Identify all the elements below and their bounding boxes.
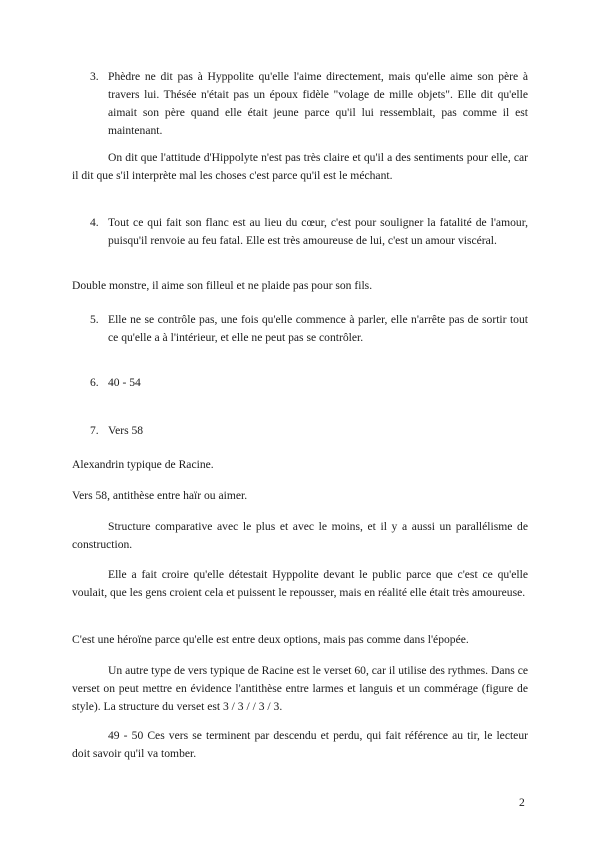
paragraph-vers-49-50: 49 - 50 Ces vers se terminent par descendu et perdu, qui fait référence au tir, le lecteur doit savoir qu'il va tomber. bbox=[72, 729, 528, 760]
paragraph-verset-60: Un autre type de vers typique de Racine est le verset 60, car il utilise des rythmes. Dans ce verset on peut mettre en évidence l'antithèse entre larmes et languis et un commérage (figure de style). La structure du verset est 3 / 3 / / 3 / 3. bbox=[72, 664, 528, 713]
list-number: 3. bbox=[90, 70, 99, 83]
page-number: 2 bbox=[519, 796, 525, 809]
list-number: 4. bbox=[90, 216, 99, 229]
list-text: Elle ne se contrôle pas, une fois qu'elle commence à parler, elle n'arrête pas de sortir tout ce qu'elle a à l'intérieur, et elle ne peut pas se contrôler. bbox=[108, 313, 528, 344]
list-text: Tout ce qui fait son flanc est au lieu du cœur, c'est pour souligner la fatalité de l'amour, puisqu'il renvoie au feu fatal. Elle est très amoureuse de lui, c'est un amour viscéral. bbox=[108, 216, 528, 247]
paragraph-vers-58: Vers 58, antithèse entre haïr ou aimer. bbox=[72, 489, 248, 502]
list-item-5 bbox=[90, 311, 528, 347]
paragraph-hippolyte-attitude: On dit que l'attitude d'Hippolyte n'est pas très claire et qu'il a des sentiments pour elle, car il dit que s'il interprète mal les choses c'est parce qu'il est le méchant. bbox=[72, 151, 528, 182]
list-item-4 bbox=[90, 214, 528, 250]
list-text: 40 - 54 bbox=[108, 376, 141, 389]
list-number: 6. bbox=[90, 376, 99, 389]
paragraph-faire-croire: Elle a fait croire qu'elle détestait Hyppolite devant le public parce que c'est ce qu'elle voulait, que les gens croient cela et puissent le repousser, mais en réalité elle était très amoureuse. bbox=[72, 568, 528, 599]
list-item-3 bbox=[90, 68, 528, 140]
list-text: Phèdre ne dit pas à Hyppolite qu'elle l'aime directement, mais qu'elle aime son père à travers lui. Thésée n'était pas un époux fidèle "volage de mille objets". Elle dit qu'elle aimait son père quand elle était jeune parce qu'il lui ressemblait, pas comme il est maintenant. bbox=[108, 70, 528, 137]
paragraph-double-monstre: Double monstre, il aime son filleul et ne plaide pas pour son fils. bbox=[72, 279, 373, 292]
list-text: Vers 58 bbox=[108, 424, 144, 437]
list-item-7 bbox=[90, 422, 528, 440]
paragraph-alexandrin: Alexandrin typique de Racine. bbox=[72, 458, 214, 471]
list-item-6 bbox=[90, 374, 528, 392]
paragraph-structure: Structure comparative avec le plus et avec le moins, et il y a aussi un parallélisme de construction. bbox=[72, 520, 528, 551]
paragraph-heroine: C'est une héroïne parce qu'elle est entre deux options, mais pas comme dans l'épopée. bbox=[72, 633, 469, 646]
list-number: 5. bbox=[90, 313, 99, 326]
list-number: 7. bbox=[90, 424, 99, 437]
